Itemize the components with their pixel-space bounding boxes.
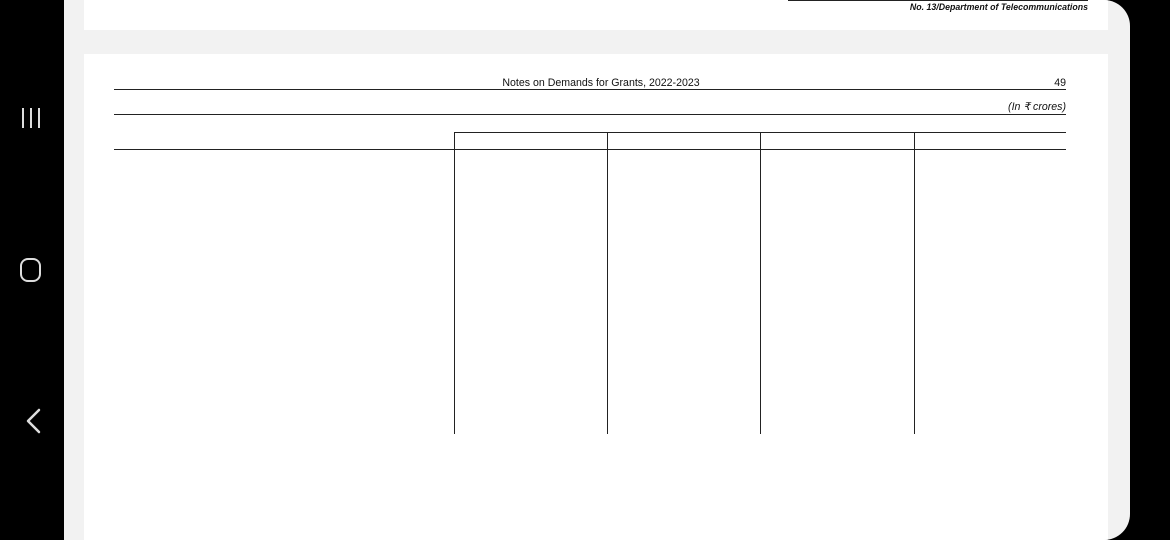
page-header: No. 13/Department of Telecommunications	[909, 2, 1088, 12]
document-viewer[interactable]	[64, 0, 1130, 540]
previous-page	[84, 0, 1108, 30]
back-icon[interactable]	[23, 408, 45, 434]
document-page	[84, 54, 1108, 540]
page-number: 49	[1054, 77, 1066, 89]
android-nav-bar	[0, 0, 64, 540]
home-icon[interactable]	[20, 258, 41, 282]
recents-icon[interactable]	[22, 108, 42, 128]
unit-label: (In ₹ crores)	[1008, 101, 1066, 113]
doc-title: Notes on Demands for Grants, 2022-2023	[502, 77, 700, 89]
